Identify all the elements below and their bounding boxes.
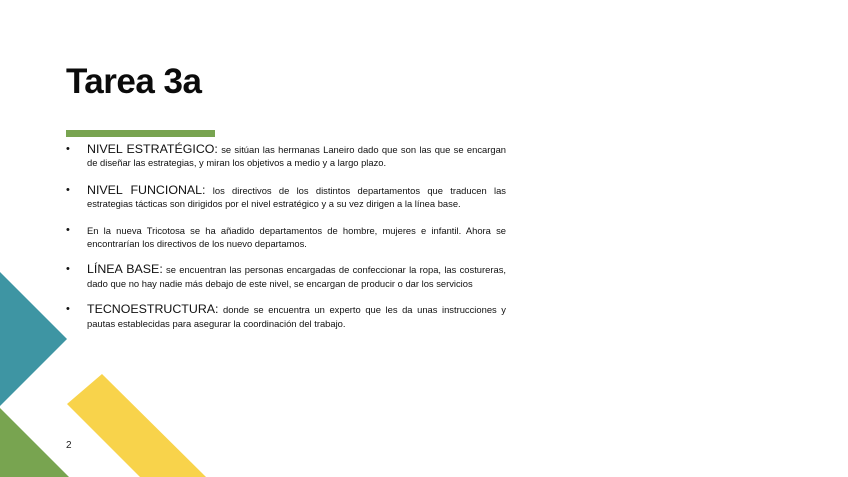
title-underline-bar xyxy=(66,130,215,137)
teal-triangle-shape xyxy=(0,272,67,406)
yellow-stripe-shape xyxy=(67,374,206,477)
green-triangle-shape xyxy=(0,408,69,477)
bullet-dot-icon: • xyxy=(66,303,70,316)
bullet-list xyxy=(66,141,506,330)
page-number: 2 xyxy=(66,440,72,451)
bullet-heading: TECNOESTRUCTURA: xyxy=(87,302,219,317)
bullet-item-tecnoestructura xyxy=(66,303,506,330)
bullet-text: donde se encuentra un experto que les da unas instrucciones y pautas establecidas para asegurar la coordinación del trabajo. xyxy=(87,304,506,329)
bullet-text: En la nueva Tricotosa se ha añadido departamentos de hombre, mujeres e infantil. Ahora se encontrarían los directivos de los nuevo departamos. xyxy=(87,224,506,250)
bullet-heading: LÍNEA BASE: xyxy=(87,262,163,277)
bullet-item-nueva-tricotosa xyxy=(66,224,506,251)
bullet-text: los directivos de los distintos departamentos que traducen las estrategias tácticas son dirigidos por el nivel estratégico y a su vez dirigen a la línea base. xyxy=(87,184,506,210)
slide-title: Tarea 3a xyxy=(66,62,202,101)
bullet-text: se sitúan las hermanas Laneiro dado que son las que se encargan de diseñar las estrategias, y miran los objetivos a medio y a largo plazo. xyxy=(87,144,506,169)
bullet-dot-icon: • xyxy=(66,143,70,155)
bullet-dot-icon: • xyxy=(66,263,70,276)
bullet-item-nivel-funcional xyxy=(66,184,506,211)
bullet-heading: NIVEL ESTRATÉGICO: xyxy=(87,142,218,156)
bullet-dot-icon: • xyxy=(66,183,70,196)
bullet-text: se encuentran las personas encargadas de confeccionar la ropa, las costureras, dado que no hay nadie más debajo de este nivel, se encargan de producir o dar los servicios xyxy=(87,264,506,289)
bullet-item-nivel-estrategico xyxy=(66,143,506,170)
bullet-heading: NIVEL FUNCIONAL: xyxy=(87,182,206,197)
bullet-dot-icon: • xyxy=(66,223,70,236)
bullet-item-linea-base xyxy=(66,263,506,290)
